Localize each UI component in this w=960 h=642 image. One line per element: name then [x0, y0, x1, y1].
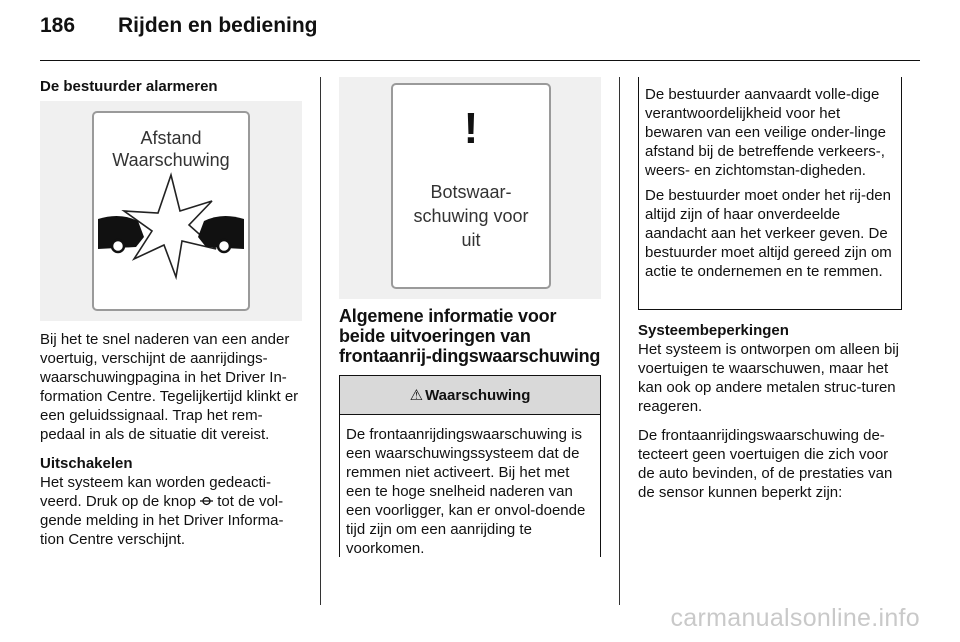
section-title-limitations: Systeembeperkingen — [638, 322, 789, 339]
notice-paragraph-2: De bestuurder moet onder het rij-den altijd zijn of haar onverdeelde aandacht aan het verkeer geven. De bestuurder moet altijd gereed zijn om actie te ondernemen en te remmen. — [645, 187, 892, 280]
section-heading-general-info: Algemene informatie voor beide uitvoeringen van frontaanrij-dingswaarschuwing — [339, 306, 601, 366]
column-divider-2 — [619, 77, 620, 605]
figure-text-waarschuwing: Waarschuwing — [112, 150, 230, 170]
section-title-disable: Uitschakelen — [40, 455, 133, 472]
exclamation-mark-icon: ! — [463, 104, 479, 153]
header-rule — [40, 60, 920, 61]
figure-display-frame — [92, 111, 250, 311]
warning-body: De frontaanrijdingswaarschuwing is een waarschuwingssysteem dat de remmen niet activeert. Bij het met een te hoge snelheid naderen van een voorligger, kan er onvol-doende tijd zijn om een aanrijding te voorkomen. — [346, 426, 586, 557]
paragraph-limitations-2: De frontaanrijdingswaarschuwing de-tecteert geen voertuigen die zich voor de auto bevinden, of de prestaties van de sensor kunnen beperkt zijn: — [638, 427, 893, 501]
page-number: 186 — [40, 14, 76, 37]
page-title: Rijden en bediening — [118, 14, 318, 37]
warning-title: Waarschuwing — [425, 386, 531, 404]
figure2-display-frame — [391, 83, 551, 289]
warning-header — [340, 375, 600, 415]
collision-icon — [94, 113, 248, 309]
figure-distance-warning — [40, 101, 302, 321]
notice-paragraph-1: De bestuurder aanvaardt volle-dige verantwoordelijkheid voor het bewaren van een veilige onder-linge afstand bij de betreffende verkeers-, weers- en zichtomstan-digheden. — [645, 86, 886, 179]
subheading-alert-driver: De bestuurder alarmeren — [40, 78, 218, 95]
warning-triangle-icon: ⚠ — [409, 387, 424, 404]
figure2-text-line3: uit — [461, 230, 481, 250]
figure2-text-line2: schuwing voor — [413, 206, 529, 226]
watermark: carmanualsonline.info — [670, 604, 920, 632]
column-1-text — [40, 330, 302, 559]
responsibility-notice-box — [638, 77, 902, 310]
figure2-text-line1: Botswaar- — [430, 182, 512, 202]
paragraph-disable-part1: Het systeem kan worden gedeacti-veerd. Druk op de knop — [40, 474, 271, 510]
paragraph-disable — [40, 473, 302, 549]
paragraph-disable-part2: tot de vol-gende melding in het Driver Informa-tion Centre verschijnt. — [40, 493, 284, 548]
steering-knob-icon — [200, 495, 213, 507]
paragraph-limitations-1: Het systeem is ontworpen om alleen bij voertuigen te waarschuwen, maar het kan ook op andere metalen struc-turen reageren. — [638, 341, 899, 415]
warning-box — [339, 375, 601, 557]
paragraph-alert-description: Bij het te snel naderen van een ander voertuig, verschijnt de aanrijdings-waarschuwingpagina in het Driver In-formation Centre. Tegelijkertijd klinkt er een geluidssignaal. Trap het rem-pedaal in als de situatie dit vereist. — [40, 331, 299, 443]
column-divider-1 — [320, 77, 321, 605]
figure-text-afstand: Afstand — [140, 128, 202, 148]
column-3-text — [638, 321, 902, 512]
figure-collision-warning-off — [339, 77, 601, 299]
page-header — [40, 14, 318, 38]
